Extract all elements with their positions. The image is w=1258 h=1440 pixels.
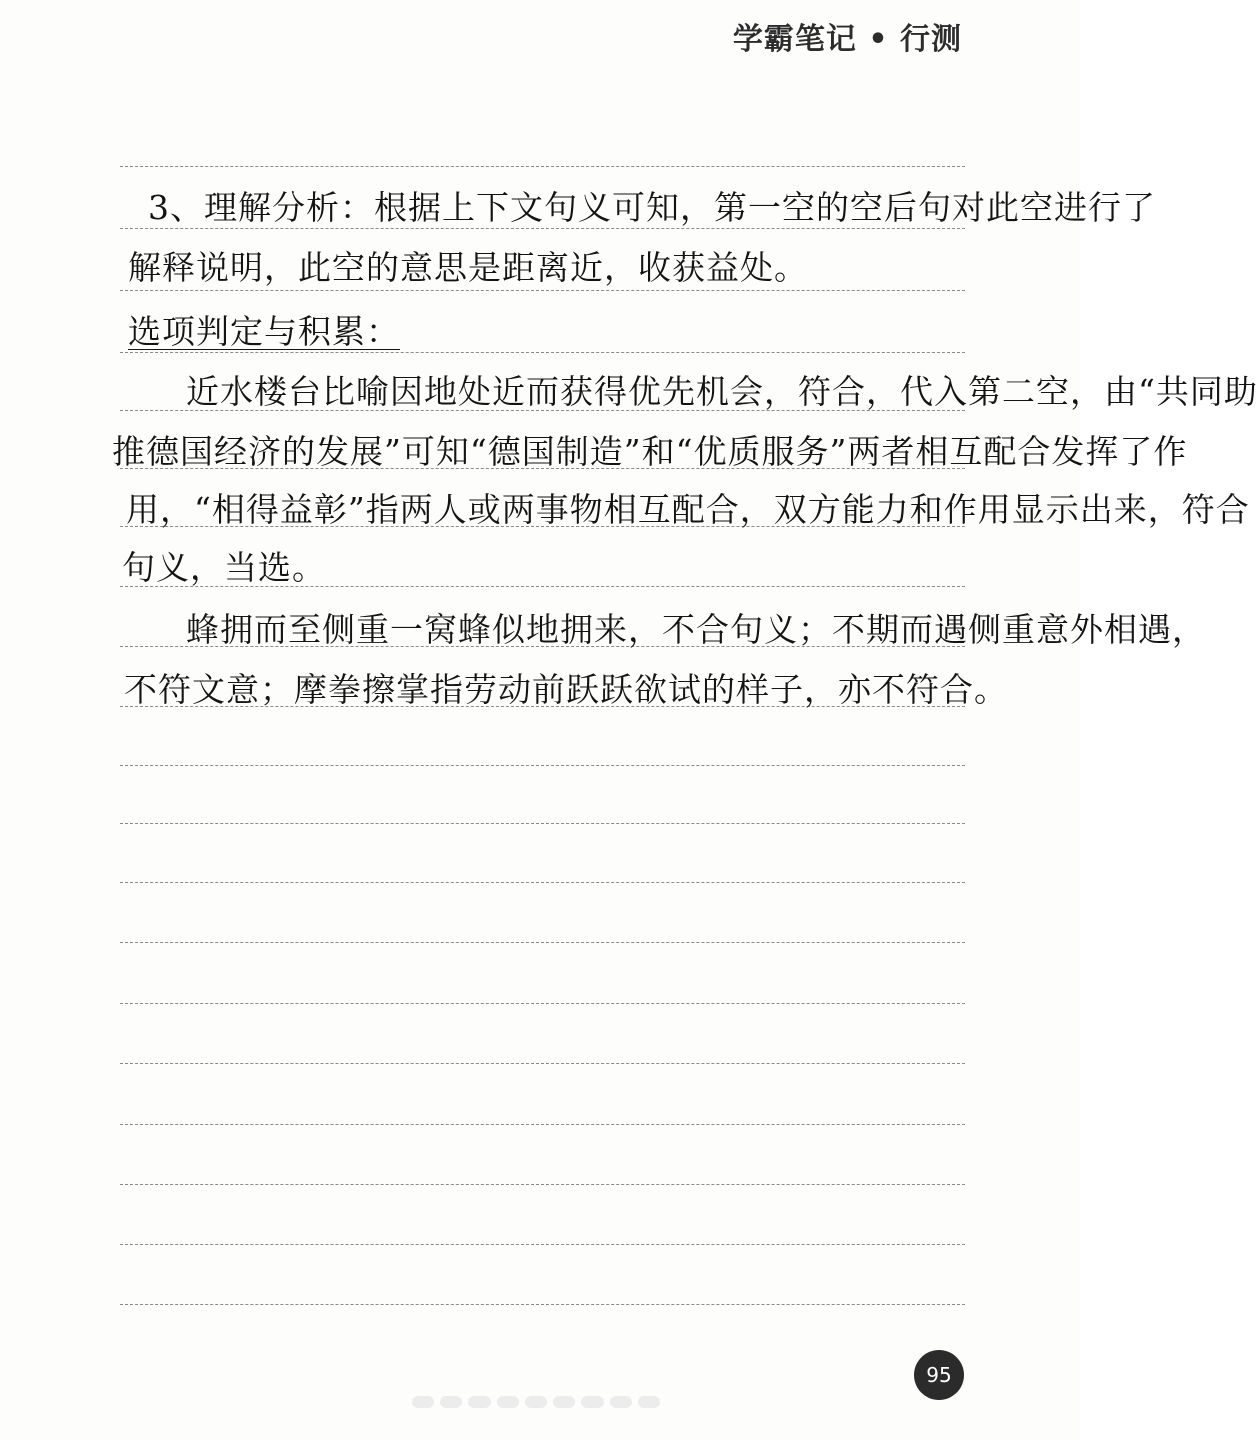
note-line: 蜂拥而至侧重一窝蜂似地拥来，不合句义；不期而遇侧重意外相遇， [186, 610, 1206, 649]
ruled-line [120, 1124, 965, 1125]
note-line: 解释说明，此空的意思是距离近，收获益处。 [128, 248, 808, 287]
note-line: 不符文意；摩拳擦掌指劳动前跃跃欲试的样子，亦不符合。 [124, 670, 1008, 709]
note-line: 用，“相得益彰”指两人或两事物相互配合，双方能力和作用显示出来，符合 [126, 490, 1250, 529]
ruled-line [120, 290, 965, 291]
ruled-line [120, 1244, 965, 1245]
ruled-line [120, 765, 965, 766]
ruled-line [120, 352, 965, 353]
page-header-title: 学霸笔记 • 行测 [732, 22, 962, 57]
ruled-line [120, 1063, 965, 1064]
note-line: 近水楼台比喻因地处近而获得优先机会，符合，代入第二空，由“共同助 [186, 372, 1258, 411]
ruled-line [120, 882, 965, 883]
ruled-line [120, 1184, 965, 1185]
note-line: 句义，当选。 [122, 548, 326, 587]
ruled-line [120, 166, 965, 167]
page-number-badge: 95 [914, 1350, 964, 1400]
note-heading: 选项判定与积累： [128, 312, 400, 351]
ruled-line [120, 228, 965, 229]
ruled-line [120, 823, 965, 824]
note-line: 3、理解分析：根据上下文句义可知，第一空的空后句对此空进行了 [148, 188, 1156, 227]
scan-mark [412, 1396, 660, 1408]
ruled-line [120, 1003, 965, 1004]
note-line: 推德国经济的发展”可知“德国制造”和“优质服务”两者相互配合发挥了作 [112, 432, 1188, 471]
ruled-line [120, 942, 965, 943]
ruled-line [120, 1304, 965, 1305]
